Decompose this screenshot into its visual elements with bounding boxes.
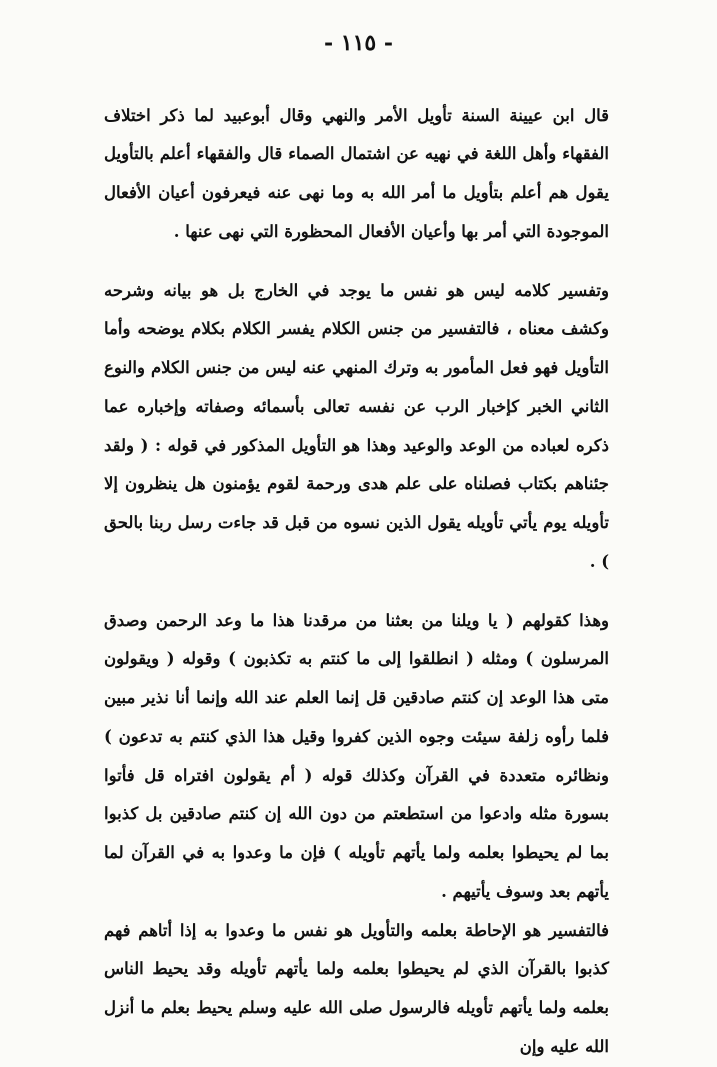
paragraph-4: فالتفسير هو الإحاطة بعلمه والتأويل هو نفس ما وعدوا به إذا أتاهم فهم كذبوا بالقرآن الذي لم يحيطوا بعلمه ولما يأتهم تأويله وقد يحيط الناس بعلمه ولما يأتهم تأويله فالرسول صلى الله عليه وسلم يحيط بعلم ما أنزل الله عليه وإن — [104, 920, 609, 1056]
page-number: - ١١٥ - — [323, 30, 394, 56]
paragraph-2: وتفسير كلامه ليس هو نفس ما يوجد في الخارج بل هو بيانه وشرحه وكشف معناه ، فالتفسير من جنس الكلام يفسر الكلام بكلام يوضحه وأما التأويل فهو فعل المأمور به وترك المنهي عنه ليس من جنس الكلام والنوع الثاني الخبر كإخبار الرب عن نفسه تعالى بأسمائه وصفاته وإخباره عما ذكره لعباده من الوعد والوعيد وهذا هو التأويل المذكور في قوله : ( ولقد جئناهم بكتاب فصلناه على علم هدى ورحمة لقوم يؤمنون هل ينظرون إلا تأويله يوم يأتي تأويله يقول الذين نسوه من قبل قد جاءت رسل ربنا بالحق ) . — [104, 280, 609, 572]
paragraph-3: وهذا كقولهم ( يا ويلنا من بعثنا من مرقدنا هذا ما وعد الرحمن وصدق المرسلون ) ومثله ( انطلقوا إلى ما كنتم به تكذبون ) وقوله ( ويقولون متى هذا الوعد إن كنتم صادقين قل إنما العلم عند الله وإنما أنا نذير مبين فلما رأوه زلفة سيئت وجوه الذين كفروا وقيل هذا الذي كنتم به تدعون ) ونظائره متعددة في القرآن وكذلك قوله ( أم يقولون افتراه قل فأتوا بسورة مثله وادعوا من استطعتم من دون الله إن كنتم صادقين بل كذبوا بما لم يحيطوا بعلمه ولما يأتهم تأويله ) فإن ما وعدوا به في القرآن لما يأتهم بعد وسوف يأتيهم . — [104, 610, 609, 902]
paragraph-1: قال ابن عيينة السنة تأويل الأمر والنهي وقال أبوعبيد لما ذكر اختلاف الفقهاء وأهل اللغة في نهيه عن اشتمال الصماء قال والفقهاء أعلم بالتأويل يقول هم أعلم بتأويل ما أمر الله به وما نهى عنه فيعرفون أعيان الأفعال الموجودة التي أمر بها وأعيان الأفعال المحظورة التي نهى عنها . — [104, 105, 609, 241]
